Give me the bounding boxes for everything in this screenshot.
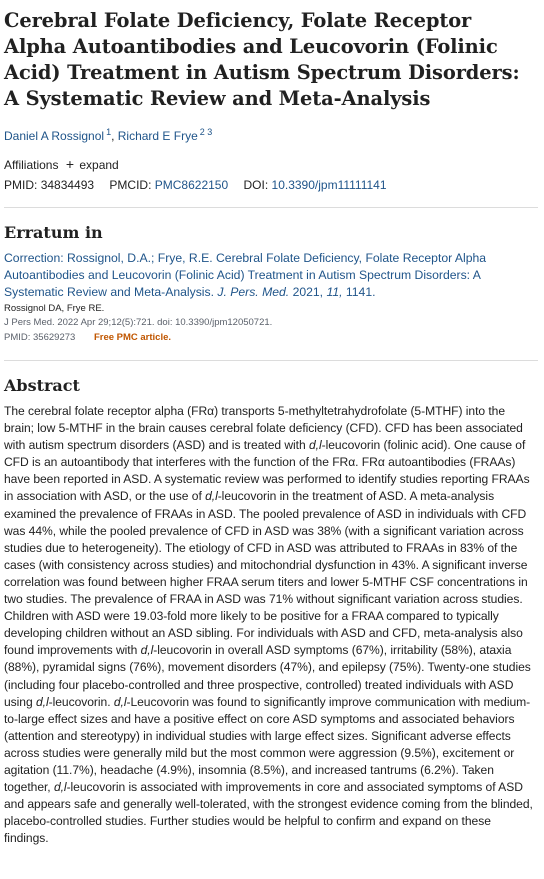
author-link-rossignol[interactable]: Daniel A Rossignol <box>4 129 105 143</box>
affiliations-label: Affiliations <box>4 158 59 172</box>
section-divider <box>4 207 538 208</box>
author-link-frye[interactable]: Richard E Frye <box>117 129 198 143</box>
pmcid-link[interactable]: PMC8622150 <box>154 178 229 192</box>
abstract-body: The cerebral folate receptor alpha (FRα) transports 5-methyltetrahydrofolate (5-MTHF) into the brain; low 5-MTHF in the brain causes cerebral folate deficiency (CFD). CFD has been associated with autism spectrum disorders (ASD) and is treated with d,l-leucovorin (folinic acid). One cause of CFD is an autoantibody that interferes with the function of the FRα. FRα autoantibodies (FRAAs) have been reported in ASD. A systematic review was performed to identify studies reporting FRAAs in association with ASD, or the use of d,l-leucovorin in the treatment of ASD. A meta-analysis examined the prevalence of FRAAs in ASD. The pooled prevalence of ASD in individuals with CFD was 44%, while the pooled prevalence of CFD in ASD was 38% (with a significant variation across studies due to heterogeneity). The etiology of CFD in ASD was attributed to FRAAs in 83% of the cases (with consistency across studies) and mitochondrial dysfunction in 43%. A significant inverse correlation was found between higher FRAA serum titers and lower 5-MTHF CSF concentrations in two studies. The prevalence of FRAA in ASD was 71% without significant variation across studies. Children with ASD were 19.03-fold more likely to be positive for a FRAA compared to typically developing children without an ASD sibling. For individuals with ASD and CFD, meta-analysis also found improvements with d,l-leucovorin in overall ASD symptoms (67%), irritability (58%), ataxia (88%), pyramidal signs (76%), movement disorders (47%), and epilepsy (75%). Twenty-one studies (including four placebo-controlled and three prospective, controlled) treated individuals with ASD using d,l-leucovorin. d,l-Leucovorin was found to significantly improve communication with medium-to-large effect sizes and have a positive effect on core ASD symptoms and associated behaviors (attention and stereotypy) in individual studies with large effect sizes. Significant adverse effects across studies were generally mild but the most common were aggression (9.5%), excitement or agitation (11.7%), headache (4.9%), insomnia (8.5%), and increased tantrums (6.2%). Taken together, d,l-leucovorin is associated with improvements in core and associated symptoms of ASD and appears safe and generally well-tolerated, with the strongest evidence coming from the blinded, placebo-controlled studies. Further studies would be helpful to confirm and expand on these findings. <box>4 404 533 846</box>
pmcid-label: PMCID: <box>109 178 152 192</box>
section-divider <box>4 360 538 361</box>
erratum-heading: Erratum in <box>4 223 103 242</box>
author-affil-sup[interactable]: 2 3 <box>199 127 213 137</box>
doi-link[interactable]: 10.3390/jpm11111141 <box>271 178 387 192</box>
erratum-citation: J Pers Med. 2022 Apr 29;12(5):721. doi: 10.3390/jpm12050721. <box>4 317 273 328</box>
author-list: Daniel A Rossignol $^1$, Richard E Frye $^{2 3}$ <box>4 127 213 143</box>
free-pmc-article-label: Free PMC article. <box>93 332 172 343</box>
erratum-pmid: PMID: 35629273 <box>4 332 76 343</box>
erratum-authors: Rossignol DA, Frye RE. <box>4 303 105 314</box>
author-affil-sup[interactable]: 1 <box>106 127 112 137</box>
pmid-value: 34834493 <box>40 178 95 192</box>
abstract-heading: Abstract <box>4 376 80 395</box>
erratum-link[interactable]: Correction: Rossignol, D.A.; Frye, R.E. Cerebral Folate Deficiency, Folate Receptor Alpha Autoantibodies and Leucovorin (Folinic Acid) Treatment in Autism Spectrum Disorders: A Systematic Review and Meta-Analysis. J. Pers. Med. 2021, 11, 1141. <box>4 251 487 299</box>
affiliations-toggle[interactable] <box>4 156 538 173</box>
article-title: Cerebral Folate Deficiency, Folate Receptor Alpha Autoantibodies and Leucovorin (Folinic Acid) Treatment in Autism Spectrum Disorders: A Systematic Review and Meta-Analysis <box>4 9 520 110</box>
plus-icon: + <box>65 156 75 172</box>
expand-label: expand <box>79 158 119 172</box>
doi-label: DOI: <box>243 178 269 192</box>
pmid-label: PMID: <box>4 178 38 192</box>
erratum-pmid-row <box>4 330 538 346</box>
article-identifiers <box>4 177 538 193</box>
